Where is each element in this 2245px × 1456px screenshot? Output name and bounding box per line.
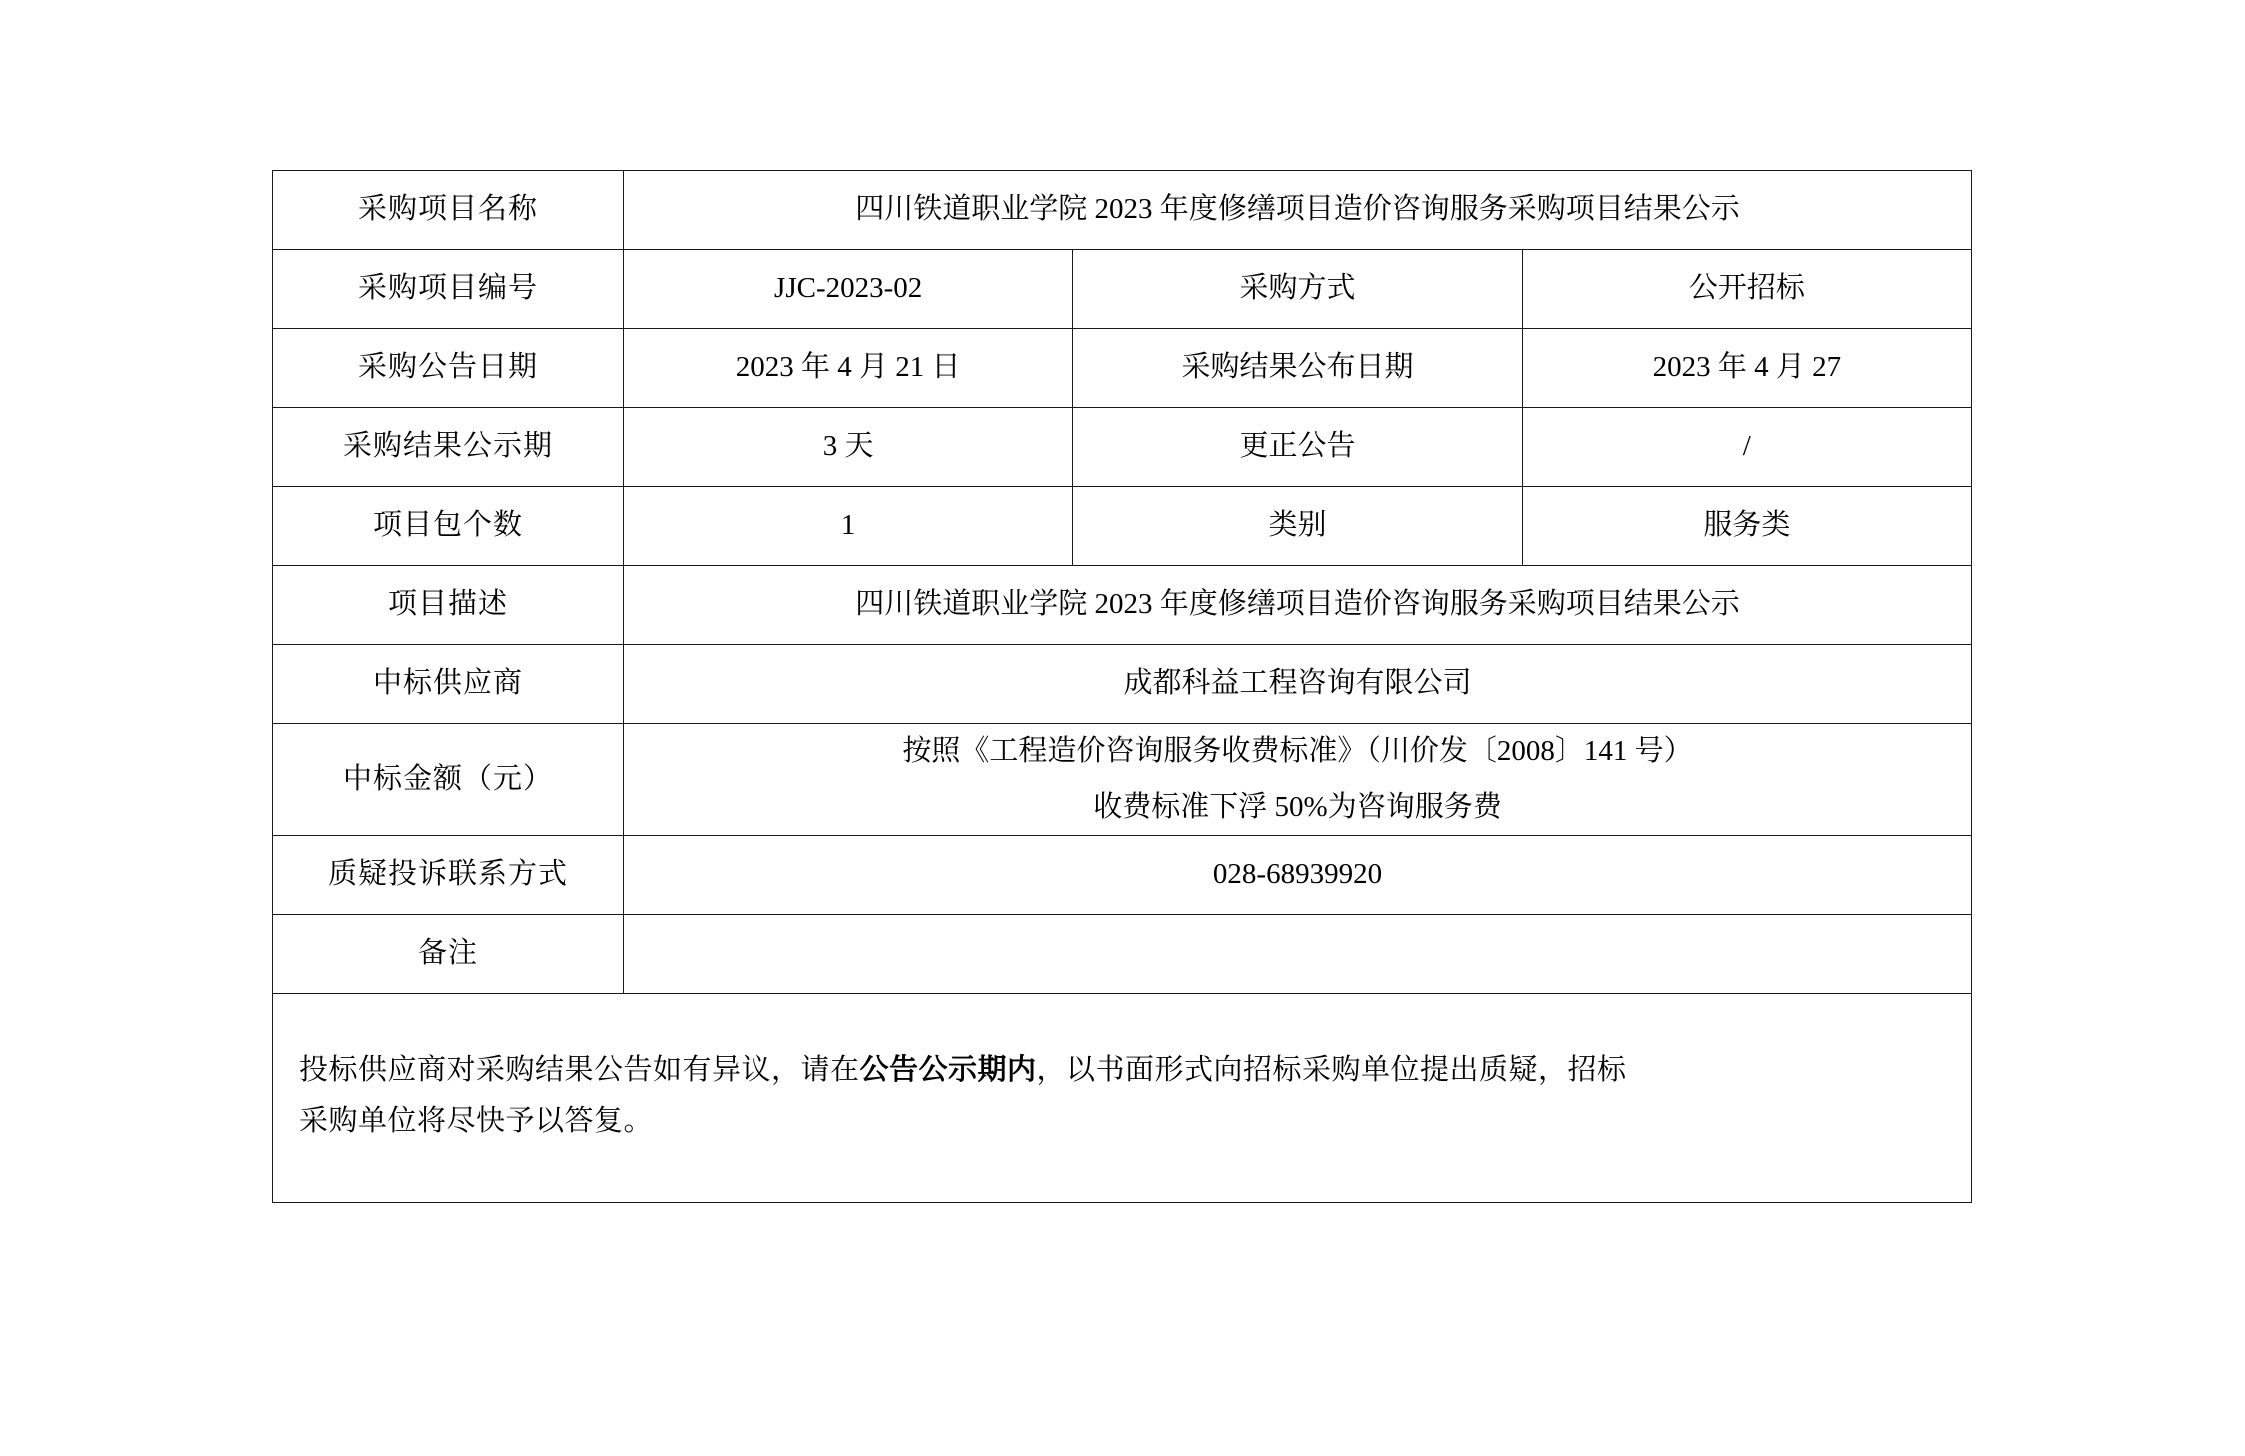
value-announce-date: 2023 年 4 月 21 日: [624, 329, 1073, 408]
value-category: 服务类: [1522, 487, 1971, 566]
value-complaint-contact: 028-68939920: [624, 836, 1972, 915]
label-publicity-period: 采购结果公示期: [273, 408, 624, 487]
table-row-footer-note: [273, 994, 1972, 1203]
value-package-count: 1: [624, 487, 1073, 566]
value-procurement-method: 公开招标: [1522, 250, 1971, 329]
winning-amount-line-1: 按照《工程造价咨询服务收费标准》（川价发〔2008〕141 号）: [902, 735, 1693, 767]
table-row-remark: [273, 915, 1972, 994]
footer-note-part3: 采购单位将尽快予以答复。: [299, 1105, 654, 1137]
value-winning-supplier: 成都科益工程咨询有限公司: [624, 645, 1972, 724]
procurement-result-table: [272, 170, 1972, 1203]
table-row-announce-date: [273, 329, 1972, 408]
value-project-no: JJC-2023-02: [624, 250, 1073, 329]
footer-note-part2: ，以书面形式向招标采购单位提出质疑，招标: [1036, 1054, 1627, 1087]
value-correction-notice: /: [1522, 408, 1971, 487]
footer-note-part1: 投标供应商对采购结果公告如有异议，请在: [299, 1054, 860, 1087]
value-project-name: 四川铁道职业学院 2023 年度修缮项目造价咨询服务采购项目结果公示: [624, 171, 1972, 250]
value-project-desc: 四川铁道职业学院 2023 年度修缮项目造价咨询服务采购项目结果公示: [624, 566, 1972, 645]
table-row-complaint-contact: [273, 836, 1972, 915]
value-publicity-period: 3 天: [624, 408, 1073, 487]
table-row-winning-amount: [273, 724, 1972, 836]
label-project-no: 采购项目编号: [273, 250, 624, 329]
table-row-winning-supplier: [273, 645, 1972, 724]
footer-note: [273, 994, 1972, 1203]
label-winning-amount: 中标金额（元）: [273, 724, 624, 836]
table-row-package-count: [273, 487, 1972, 566]
value-result-publish-date: 2023 年 4 月 27: [1522, 329, 1971, 408]
label-package-count: 项目包个数: [273, 487, 624, 566]
label-announce-date: 采购公告日期: [273, 329, 624, 408]
winning-amount-line-2: 收费标准下浮 50%为咨询服务费: [1093, 790, 1502, 823]
table-row-publicity-period: [273, 408, 1972, 487]
label-result-publish-date: 采购结果公布日期: [1073, 329, 1522, 408]
label-project-desc: 项目描述: [273, 566, 624, 645]
label-winning-supplier: 中标供应商: [273, 645, 624, 724]
value-winning-amount: [624, 724, 1972, 836]
label-correction-notice: 更正公告: [1073, 408, 1522, 487]
label-remark: 备注: [273, 915, 624, 994]
value-remark: [624, 915, 1972, 994]
label-project-name: 采购项目名称: [273, 171, 624, 250]
table-row-project-desc: [273, 566, 1972, 645]
label-category: 类别: [1073, 487, 1522, 566]
footer-note-bold: 公告公示期内: [859, 1054, 1037, 1087]
label-complaint-contact: 质疑投诉联系方式: [273, 836, 624, 915]
table-row-project-no: [273, 250, 1972, 329]
table-row-project-name: [273, 171, 1972, 250]
label-procurement-method: 采购方式: [1073, 250, 1522, 329]
